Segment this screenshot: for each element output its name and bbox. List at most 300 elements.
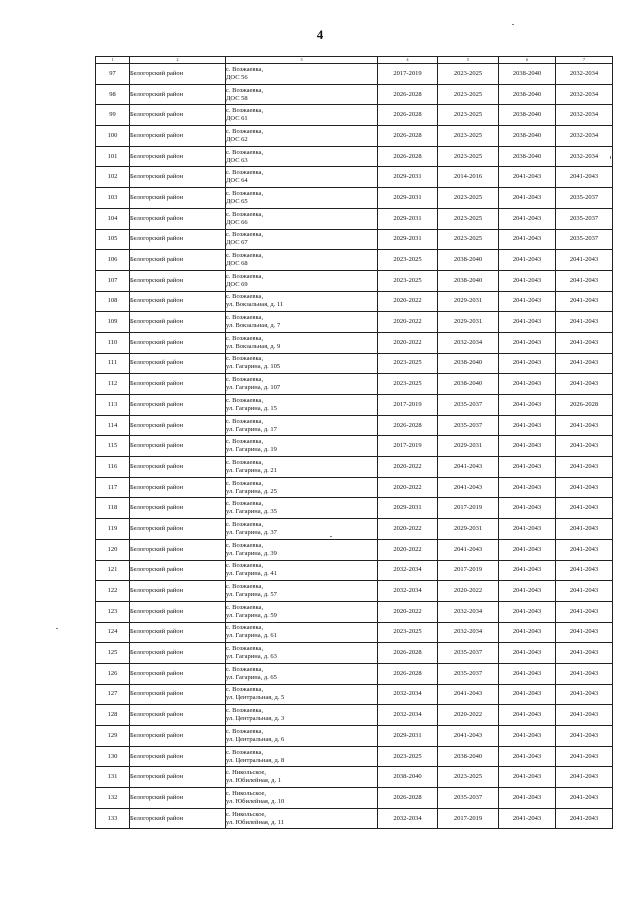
row-number-cell: 100 xyxy=(96,126,130,147)
address-locality: с. Возжаевка, xyxy=(226,603,264,611)
period-cell-col4: 2023-2025 xyxy=(378,746,438,767)
district-cell: Белогорский район xyxy=(130,146,226,167)
period-cell-col7: 2032-2034 xyxy=(556,105,613,126)
period-cell-col4: 2020-2022 xyxy=(378,601,438,622)
district-cell: Белогорский район xyxy=(130,788,226,809)
address-locality: с. Возжаевка, xyxy=(226,376,264,384)
row-number-cell: 125 xyxy=(96,643,130,664)
period-cell-col4: 2026-2028 xyxy=(378,105,438,126)
district-cell: Белогорский район xyxy=(130,581,226,602)
period-cell-col6: 2041-2043 xyxy=(499,539,556,560)
address-building: ул. Гагарина, д. 61 xyxy=(226,632,277,640)
column-header: 2 xyxy=(130,57,226,64)
table-row xyxy=(96,188,613,209)
period-cell-col7: 2032-2034 xyxy=(556,126,613,147)
district-cell: Белогорский район xyxy=(130,663,226,684)
address-locality: с. Возжаевка, xyxy=(226,210,264,218)
period-cell-col7: 2032-2034 xyxy=(556,64,613,85)
table-body xyxy=(96,64,613,829)
table-row xyxy=(96,250,613,271)
address-cell xyxy=(226,291,378,312)
address-cell xyxy=(226,415,378,436)
district-cell: Белогорский район xyxy=(130,746,226,767)
period-cell-col6: 2041-2043 xyxy=(499,560,556,581)
table-row xyxy=(96,560,613,581)
period-cell-col5: 2023-2025 xyxy=(438,146,499,167)
address-cell xyxy=(226,105,378,126)
address-building: ул. Гагарина, д. 21 xyxy=(226,466,277,474)
period-cell-col5: 2041-2043 xyxy=(438,684,499,705)
period-cell-col5: 2023-2025 xyxy=(438,64,499,85)
scan-speck xyxy=(610,156,611,159)
address-cell xyxy=(226,622,378,643)
period-cell-col4: 2020-2022 xyxy=(378,539,438,560)
period-cell-col5: 2029-2031 xyxy=(438,312,499,333)
period-cell-col7: 2041-2043 xyxy=(556,581,613,602)
address-building: ул. Центральная, д. 6 xyxy=(226,735,285,743)
page-number: 4 xyxy=(316,27,324,42)
period-cell-col5: 2023-2025 xyxy=(438,105,499,126)
address-locality: с. Возжаевка, xyxy=(226,520,264,528)
table-row xyxy=(96,705,613,726)
registry-table xyxy=(95,56,613,829)
column-header: 4 xyxy=(378,57,438,64)
table-row xyxy=(96,808,613,829)
period-cell-col6: 2041-2043 xyxy=(499,374,556,395)
district-cell: Белогорский район xyxy=(130,126,226,147)
period-cell-col4: 2026-2028 xyxy=(378,126,438,147)
row-number-cell: 111 xyxy=(96,353,130,374)
period-cell-col5: 2023-2025 xyxy=(438,84,499,105)
row-number-cell: 128 xyxy=(96,705,130,726)
period-cell-col5: 2032-2034 xyxy=(438,601,499,622)
address-locality: с. Возжаевка, xyxy=(226,665,264,673)
address-cell xyxy=(226,64,378,85)
address-building: ул. Центральная, д. 3 xyxy=(226,715,285,723)
row-number-cell: 117 xyxy=(96,477,130,498)
district-cell: Белогорский район xyxy=(130,291,226,312)
table-row xyxy=(96,684,613,705)
period-cell-col5: 2038-2040 xyxy=(438,374,499,395)
address-locality: с. Возжаевка, xyxy=(226,169,264,177)
address-locality: с. Возжаевка, xyxy=(226,458,264,466)
period-cell-col5: 2020-2022 xyxy=(438,581,499,602)
column-header: 3 xyxy=(226,57,378,64)
address-building: ул. Гагарина, д. 37 xyxy=(226,528,277,536)
district-cell: Белогорский район xyxy=(130,726,226,747)
address-building: ДОС 65 xyxy=(226,197,248,205)
address-cell xyxy=(226,581,378,602)
row-number-cell: 129 xyxy=(96,726,130,747)
period-cell-col6: 2038-2040 xyxy=(499,105,556,126)
address-locality: с. Возжаевка, xyxy=(226,148,264,156)
address-locality: с. Возжаевка, xyxy=(226,707,264,715)
row-number-cell: 108 xyxy=(96,291,130,312)
district-cell: Белогорский район xyxy=(130,767,226,788)
table-row xyxy=(96,332,613,353)
row-number-cell: 113 xyxy=(96,395,130,416)
address-building: ул. Вокзальная, д. 7 xyxy=(226,322,281,330)
period-cell-col6: 2041-2043 xyxy=(499,808,556,829)
period-cell-col6: 2038-2040 xyxy=(499,126,556,147)
address-locality: с. Возжаевка, xyxy=(226,417,264,425)
district-cell: Белогорский район xyxy=(130,64,226,85)
district-cell: Белогорский район xyxy=(130,208,226,229)
address-cell xyxy=(226,643,378,664)
column-header: 5 xyxy=(438,57,499,64)
period-cell-col5: 2029-2031 xyxy=(438,436,499,457)
table-row xyxy=(96,477,613,498)
period-cell-col4: 2032-2034 xyxy=(378,808,438,829)
period-cell-col7: 2041-2043 xyxy=(556,519,613,540)
period-cell-col5: 2020-2022 xyxy=(438,705,499,726)
address-building: ул. Центральная, д. 8 xyxy=(226,756,285,764)
period-cell-col4: 2032-2034 xyxy=(378,684,438,705)
table-row xyxy=(96,788,613,809)
table-row xyxy=(96,415,613,436)
period-cell-col4: 2032-2034 xyxy=(378,705,438,726)
address-cell xyxy=(226,498,378,519)
row-number-cell: 121 xyxy=(96,560,130,581)
period-cell-col7: 2041-2043 xyxy=(556,477,613,498)
period-cell-col6: 2041-2043 xyxy=(499,291,556,312)
district-cell: Белогорский район xyxy=(130,601,226,622)
column-header: 7 xyxy=(556,57,613,64)
period-cell-col6: 2041-2043 xyxy=(499,457,556,478)
address-cell xyxy=(226,705,378,726)
period-cell-col5: 2038-2040 xyxy=(438,250,499,271)
period-cell-col4: 2029-2031 xyxy=(378,726,438,747)
district-cell: Белогорский район xyxy=(130,270,226,291)
period-cell-col4: 2029-2031 xyxy=(378,229,438,250)
row-number-cell: 106 xyxy=(96,250,130,271)
address-cell xyxy=(226,788,378,809)
period-cell-col7: 2041-2043 xyxy=(556,726,613,747)
row-number-cell: 124 xyxy=(96,622,130,643)
table-row xyxy=(96,146,613,167)
address-building: ДОС 67 xyxy=(226,239,248,247)
address-locality: с. Возжаевка, xyxy=(226,624,264,632)
period-cell-col6: 2041-2043 xyxy=(499,684,556,705)
district-cell: Белогорский район xyxy=(130,477,226,498)
district-cell: Белогорский район xyxy=(130,705,226,726)
district-cell: Белогорский район xyxy=(130,229,226,250)
period-cell-col7: 2041-2043 xyxy=(556,705,613,726)
period-cell-col5: 2041-2043 xyxy=(438,477,499,498)
period-cell-col5: 2041-2043 xyxy=(438,457,499,478)
table-row xyxy=(96,126,613,147)
period-cell-col4: 2023-2025 xyxy=(378,622,438,643)
row-number-cell: 103 xyxy=(96,188,130,209)
period-cell-col4: 2023-2025 xyxy=(378,270,438,291)
period-cell-col7: 2041-2043 xyxy=(556,291,613,312)
period-cell-col7: 2041-2043 xyxy=(556,767,613,788)
period-cell-col7: 2041-2043 xyxy=(556,622,613,643)
period-cell-col6: 2041-2043 xyxy=(499,353,556,374)
address-cell xyxy=(226,250,378,271)
address-locality: с. Возжаевка, xyxy=(226,293,264,301)
row-number-cell: 98 xyxy=(96,84,130,105)
address-cell xyxy=(226,312,378,333)
period-cell-col4: 2026-2028 xyxy=(378,146,438,167)
period-cell-col4: 2026-2028 xyxy=(378,643,438,664)
table-row xyxy=(96,270,613,291)
district-cell: Белогорский район xyxy=(130,105,226,126)
address-locality: с. Возжаевка, xyxy=(226,127,264,135)
scan-speck xyxy=(512,24,514,25)
address-cell xyxy=(226,519,378,540)
address-cell xyxy=(226,663,378,684)
address-building: ДОС 66 xyxy=(226,218,248,226)
period-cell-col6: 2041-2043 xyxy=(499,663,556,684)
address-cell xyxy=(226,767,378,788)
table-row xyxy=(96,581,613,602)
row-number-cell: 107 xyxy=(96,270,130,291)
row-number-cell: 116 xyxy=(96,457,130,478)
scan-speck xyxy=(56,628,58,629)
period-cell-col7: 2041-2043 xyxy=(556,312,613,333)
table-row xyxy=(96,167,613,188)
address-locality: с. Возжаевка, xyxy=(226,314,264,322)
period-cell-col6: 2041-2043 xyxy=(499,519,556,540)
address-building: ул. Гагарина, д. 107 xyxy=(226,384,281,392)
period-cell-col7: 2032-2034 xyxy=(556,146,613,167)
period-cell-col6: 2041-2043 xyxy=(499,788,556,809)
address-building: ДОС 58 xyxy=(226,94,248,102)
address-cell xyxy=(226,146,378,167)
period-cell-col4: 2026-2028 xyxy=(378,415,438,436)
table-row xyxy=(96,312,613,333)
table-row xyxy=(96,64,613,85)
table-row xyxy=(96,767,613,788)
period-cell-col6: 2041-2043 xyxy=(499,188,556,209)
address-cell xyxy=(226,167,378,188)
period-cell-col7: 2041-2043 xyxy=(556,498,613,519)
address-cell xyxy=(226,539,378,560)
address-building: ул. Гагарина, д. 15 xyxy=(226,404,277,412)
address-building: ул. Гагарина, д. 35 xyxy=(226,508,277,516)
district-cell: Белогорский район xyxy=(130,498,226,519)
period-cell-col4: 2023-2025 xyxy=(378,353,438,374)
address-building: ул. Гагарина, д. 17 xyxy=(226,425,277,433)
period-cell-col5: 2032-2034 xyxy=(438,622,499,643)
address-locality: с. Возжаевка, xyxy=(226,334,264,342)
table-row xyxy=(96,643,613,664)
period-cell-col5: 2029-2031 xyxy=(438,519,499,540)
scan-speck xyxy=(330,536,332,537)
period-cell-col5: 2023-2025 xyxy=(438,229,499,250)
district-cell: Белогорский район xyxy=(130,808,226,829)
period-cell-col7: 2041-2043 xyxy=(556,663,613,684)
address-locality: с. Возжаевка, xyxy=(226,541,264,549)
table-row xyxy=(96,395,613,416)
table-row xyxy=(96,663,613,684)
table-row xyxy=(96,539,613,560)
period-cell-col6: 2041-2043 xyxy=(499,726,556,747)
address-locality: с. Возжаевка, xyxy=(226,645,264,653)
address-building: ДОС 56 xyxy=(226,73,248,81)
address-building: ул. Юбилейная, д. 1 xyxy=(226,777,281,785)
period-cell-col5: 2038-2040 xyxy=(438,270,499,291)
table-row xyxy=(96,291,613,312)
address-building: ул. Юбилейная, д. 10 xyxy=(226,797,285,805)
period-cell-col6: 2041-2043 xyxy=(499,312,556,333)
address-locality: с. Возжаевка, xyxy=(226,355,264,363)
address-building: ул. Гагарина, д. 25 xyxy=(226,487,277,495)
period-cell-col6: 2038-2040 xyxy=(499,146,556,167)
table-row xyxy=(96,519,613,540)
period-cell-col5: 2029-2031 xyxy=(438,291,499,312)
period-cell-col7: 2041-2043 xyxy=(556,643,613,664)
address-building: ДОС 63 xyxy=(226,156,248,164)
period-cell-col7: 2041-2043 xyxy=(556,684,613,705)
table-row xyxy=(96,457,613,478)
period-cell-col5: 2023-2025 xyxy=(438,767,499,788)
address-locality: с. Никольское, xyxy=(226,769,267,777)
header-row xyxy=(96,57,613,64)
address-locality: с. Возжаевка, xyxy=(226,562,264,570)
period-cell-col4: 2017-2019 xyxy=(378,436,438,457)
period-cell-col4: 2032-2034 xyxy=(378,560,438,581)
table-row xyxy=(96,726,613,747)
district-cell: Белогорский район xyxy=(130,684,226,705)
period-cell-col7: 2041-2043 xyxy=(556,270,613,291)
address-cell xyxy=(226,560,378,581)
address-cell xyxy=(226,808,378,829)
period-cell-col7: 2026-2028 xyxy=(556,395,613,416)
address-locality: с. Возжаевка, xyxy=(226,479,264,487)
address-locality: с. Возжаевка, xyxy=(226,65,264,73)
address-locality: с. Возжаевка, xyxy=(226,686,264,694)
period-cell-col4: 2020-2022 xyxy=(378,291,438,312)
period-cell-col6: 2041-2043 xyxy=(499,498,556,519)
period-cell-col4: 2029-2031 xyxy=(378,498,438,519)
row-number-cell: 102 xyxy=(96,167,130,188)
table-row xyxy=(96,746,613,767)
period-cell-col4: 2026-2028 xyxy=(378,663,438,684)
table-row xyxy=(96,436,613,457)
row-number-cell: 101 xyxy=(96,146,130,167)
period-cell-col4: 2032-2034 xyxy=(378,581,438,602)
district-cell: Белогорский район xyxy=(130,560,226,581)
row-number-cell: 132 xyxy=(96,788,130,809)
district-cell: Белогорский район xyxy=(130,250,226,271)
address-cell xyxy=(226,457,378,478)
period-cell-col6: 2041-2043 xyxy=(499,415,556,436)
period-cell-col7: 2041-2043 xyxy=(556,374,613,395)
period-cell-col5: 2041-2043 xyxy=(438,539,499,560)
district-cell: Белогорский район xyxy=(130,643,226,664)
table-row xyxy=(96,105,613,126)
period-cell-col7: 2041-2043 xyxy=(556,601,613,622)
address-building: ДОС 68 xyxy=(226,260,248,268)
row-number-cell: 99 xyxy=(96,105,130,126)
district-cell: Белогорский район xyxy=(130,622,226,643)
period-cell-col7: 2035-2037 xyxy=(556,208,613,229)
district-cell: Белогорский район xyxy=(130,353,226,374)
period-cell-col6: 2038-2040 xyxy=(499,64,556,85)
district-cell: Белогорский район xyxy=(130,84,226,105)
address-locality: с. Возжаевка, xyxy=(226,500,264,508)
period-cell-col6: 2041-2043 xyxy=(499,746,556,767)
period-cell-col4: 2026-2028 xyxy=(378,788,438,809)
address-locality: с. Никольское, xyxy=(226,789,267,797)
period-cell-col4: 2029-2031 xyxy=(378,167,438,188)
period-cell-col6: 2041-2043 xyxy=(499,436,556,457)
period-cell-col5: 2035-2037 xyxy=(438,395,499,416)
period-cell-col4: 2017-2019 xyxy=(378,395,438,416)
address-building: ул. Гагарина, д. 19 xyxy=(226,446,277,454)
period-cell-col7: 2041-2043 xyxy=(556,457,613,478)
address-cell xyxy=(226,477,378,498)
district-cell: Белогорский район xyxy=(130,457,226,478)
address-cell xyxy=(226,684,378,705)
address-building: ул. Юбилейная, д. 11 xyxy=(226,818,284,826)
row-number-cell: 104 xyxy=(96,208,130,229)
address-locality: с. Возжаевка, xyxy=(226,86,264,94)
address-cell xyxy=(226,726,378,747)
address-cell xyxy=(226,188,378,209)
period-cell-col5: 2017-2019 xyxy=(438,808,499,829)
period-cell-col4: 2020-2022 xyxy=(378,332,438,353)
address-locality: с. Возжаевка, xyxy=(226,272,264,280)
period-cell-col4: 2029-2031 xyxy=(378,208,438,229)
address-building: ул. Гагарина, д. 65 xyxy=(226,673,277,681)
table-row xyxy=(96,498,613,519)
period-cell-col7: 2041-2043 xyxy=(556,746,613,767)
period-cell-col6: 2041-2043 xyxy=(499,229,556,250)
period-cell-col4: 2038-2040 xyxy=(378,767,438,788)
row-number-cell: 126 xyxy=(96,663,130,684)
district-cell: Белогорский район xyxy=(130,539,226,560)
period-cell-col4: 2023-2025 xyxy=(378,374,438,395)
period-cell-col7: 2041-2043 xyxy=(556,788,613,809)
period-cell-col6: 2041-2043 xyxy=(499,332,556,353)
period-cell-col4: 2020-2022 xyxy=(378,519,438,540)
address-building: ул. Вокзальная, д. 11 xyxy=(226,301,284,309)
address-cell xyxy=(226,374,378,395)
address-locality: с. Возжаевка, xyxy=(226,231,264,239)
address-building: ДОС 61 xyxy=(226,115,248,123)
address-locality: с. Никольское, xyxy=(226,810,267,818)
table-row xyxy=(96,601,613,622)
table-row xyxy=(96,208,613,229)
period-cell-col6: 2041-2043 xyxy=(499,250,556,271)
period-cell-col7: 2041-2043 xyxy=(556,539,613,560)
period-cell-col4: 2017-2019 xyxy=(378,64,438,85)
column-header: 1 xyxy=(96,57,130,64)
address-cell xyxy=(226,332,378,353)
address-cell xyxy=(226,84,378,105)
period-cell-col7: 2041-2043 xyxy=(556,250,613,271)
period-cell-col5: 2035-2037 xyxy=(438,663,499,684)
row-number-cell: 122 xyxy=(96,581,130,602)
address-building: ул. Гагарина, д. 63 xyxy=(226,653,277,661)
row-number-cell: 118 xyxy=(96,498,130,519)
period-cell-col5: 2023-2025 xyxy=(438,208,499,229)
row-number-cell: 119 xyxy=(96,519,130,540)
row-number-cell: 97 xyxy=(96,64,130,85)
period-cell-col5: 2038-2040 xyxy=(438,353,499,374)
period-cell-col6: 2041-2043 xyxy=(499,622,556,643)
address-cell xyxy=(226,229,378,250)
period-cell-col5: 2035-2037 xyxy=(438,415,499,436)
period-cell-col4: 2023-2025 xyxy=(378,250,438,271)
period-cell-col6: 2041-2043 xyxy=(499,643,556,664)
address-locality: с. Возжаевка, xyxy=(226,189,264,197)
row-number-cell: 120 xyxy=(96,539,130,560)
row-number-cell: 114 xyxy=(96,415,130,436)
